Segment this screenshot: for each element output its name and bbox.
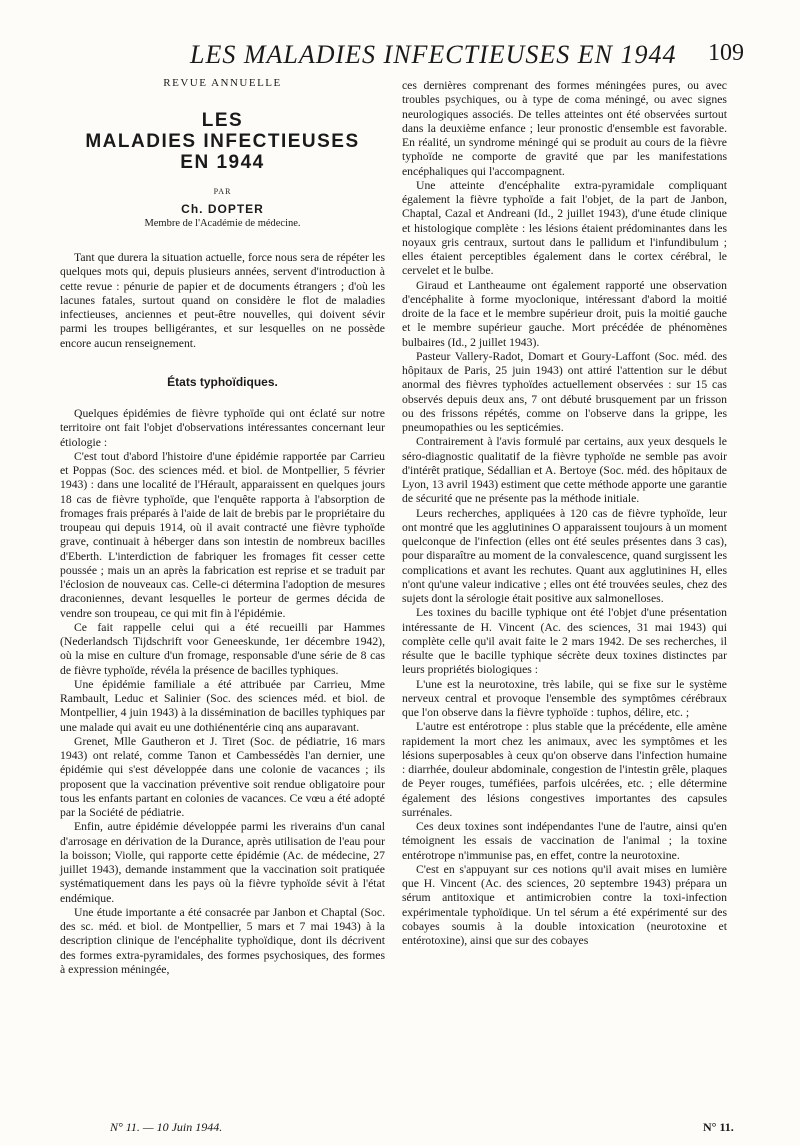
body-paragraph: L'une est la neurotoxine, très labile, qui se fixe sur le système nerveux central et provoque l'ensemble des symptômes cérébraux que l'on observe dans la fièvre typhoïde : tuphos, délire, etc. ; — [402, 677, 727, 719]
body-paragraph: Grenet, Mlle Gautheron et J. Tiret (Soc. de pédiatrie, 16 mars 1943) ont relaté, comme Tanon et Cambessédès l'an dernier, une épidémie qui s'est développée dans une colonie de vacances ; ils proposent que la vaccination préventive soit rendue obligatoire pour tous les enfants partant en colonies de vacances. Ce vœu a été adopté par la Société de pédiatrie. — [60, 734, 385, 819]
body-paragraph: Une étude importante a été consacrée par Janbon et Chaptal (Soc. des sc. méd. et biol. de Montpellier, 5 mars et 7 mai 1943) à la description clinique de l'encéphalite typhoïdique, dont ils décrivent des formes extra-pyramidales, des formes psychosiques, des formes à expression méningée, — [60, 905, 385, 976]
running-title: LES MALADIES INFECTIEUSES EN 1944 — [190, 40, 677, 69]
body-paragraph: Leurs recherches, appliquées à 120 cas de fièvre typhoïde, leur ont montré que les agglutinines O apparaissent toujours à un moment quelconque de l'infection (elles ont été seules présentes dans 3 cas), pour disparaître au moment de la convalescence, quand surgissent les complications et avant les rechutes. Quant aux agglutinines H, elles n'ont qu'une valeur indicative ; elles ont été trouvées seules, chez des sujets dont la sérologie était positive aux salmonelloses. — [402, 506, 727, 605]
body-paragraph: Giraud et Lantheaume ont également rapporté une observation d'encéphalite à forme myoclonique, intéressant d'abord la moitié droite de la face et le membre supérieur droit, puis la moitié gauche et le membre supérieur gauche. Mort précédée de phénomènes bulbaires (Id., 2 juillet 1943). — [402, 278, 727, 349]
body-paragraph: Une atteinte d'encéphalite extra-pyramidale compliquant également la fièvre typhoïde a fait l'objet, de la part de Janbon, Chaptal, Cazal et Andreani (Id., 2 juillet 1943), d'une étude clinique et histologique complète : les lésions étaient prédominantes dans les noyaux gris centraux, surtout dans le pallidum et l'infundibulum ; elles étaient perceptibles également dans le cortex cérébral, le cervelet et le bulbe. — [402, 178, 727, 278]
right-column — [402, 79, 727, 948]
title-line: MALADIES INFECTIEUSES — [85, 131, 360, 153]
author-name: Ch. DOPTER — [181, 201, 264, 216]
continued-paragraph: ces dernières comprenant des formes méningées pures, ou avec troubles psychiques, ou à type de coma méningé, ou avec signes neurologiques associés. De telles atteintes ont été observées surtout dans la deuxième enfance ; leur pronostic d'ensemble est favorable. En réalité, un syndrome méningé qui se produit au cours de la fièvre typhoïde ne comporte de gravité que par les manifestations encéphaliques qui l'accompagnent. — [402, 79, 727, 178]
article-title — [60, 110, 385, 173]
author-role: Membre de l'Académie de médecine. — [144, 217, 301, 229]
body-paragraph: Enfin, autre épidémie développée parmi les riverains d'un canal d'arrosage en dérivation de la Durance, après utilisation de l'eau pour la boisson; Violle, qui rapporte cette épidémie (Ac. de médecine, 27 juillet 1943), demande instamment que la vaccination soit pratiquée systématiquement dans les pays où la fièvre typhoïde sévit à l'état endémique. — [60, 820, 385, 905]
intro-paragraph: Tant que durera la situation actuelle, force nous sera de répéter les quelques mots qui, depuis plusieurs années, servent d'introduction à cette revue : pénurie de papier et de documents étrangers ; d'où les lacunes fatales, surtout quand on considère le flot de maladies infectieuses, anciennes et peut-être nouvelles, qui doivent sévir parmi les troupes belligérantes, et sur lesquelles on ne possède encore aucun renseignement. — [60, 251, 385, 350]
title-line: LES — [201, 110, 244, 132]
body-paragraph: Ce fait rappelle celui qui a été recueilli par Hammes (Nederlandsch Tijdschrift voor Geneeskunde, 1er décembre 1942), où la mise en culture d'un fromage, responsable d'une série de 8 cas de fièvre typhoïde, révéla la présence de bacilles typhiques. — [60, 620, 385, 677]
byline-par: PAR — [213, 187, 232, 197]
page-number: 109 — [708, 40, 744, 66]
body-paragraph: Pasteur Vallery-Radot, Domart et Goury-Laffont (Soc. méd. des hôpitaux de Paris, 25 juin 1943) ont attiré l'attention sur le début anormal des fièvres typhoïdes actuellement observées : sur 15 cas observés depuis deux ans, 7 ont débuté brusquement par un frisson ou des frissons répétés, comme on l'observe dans la grippe, les pneumopathies ou les septicémies. — [402, 349, 727, 434]
rubric: REVUE ANNUELLE — [163, 77, 282, 89]
title-line: EN 1944 — [180, 152, 265, 174]
body-paragraph: C'est en s'appuyant sur ces notions qu'il avait mises en lumière que H. Vincent (Ac. des sciences, 20 septembre 1943) prépara un sérum antitoxique et antimicrobien contre la toxi-infection expérimentale typhoïdique. Un tel sérum a été expérimenté sur des cobayes soumis à la double intoxication (neurotoxine et entérotoxine), ainsi que sur des cobayes — [402, 862, 727, 947]
body-paragraph: Les toxines du bacille typhique ont été l'objet d'une présentation intéressante de H. Vincent (Ac. des sciences, 31 mai 1943) qui complète celle qu'il avait faite le 2 mars 1942. De ses recherches, il résulte que le bacille typhique sécrète deux toxines distinctes par leurs propriétés biologiques : — [402, 606, 727, 677]
body-paragraph: Quelques épidémies de fièvre typhoïde qui ont éclaté sur notre territoire ont fait l'objet d'observations intéressantes concernant leur étiologie : — [60, 407, 385, 449]
left-column — [60, 76, 385, 977]
body-paragraph: Ces deux toxines sont indépendantes l'une de l'autre, ainsi qu'en témoignent les essais de vaccination de l'animal ; la toxine entérotrope n'immunise pas, en effet, contre la neurotoxine. — [402, 820, 727, 862]
body-paragraph: Une épidémie familiale a été attribuée par Carrieu, Mme Rambault, Leduc et Salinier (Soc. des sciences méd. et biol. de Montpellier, 4 juin 1943) à la dissémination de bacilles typhiques par une malade qui avait eu une dothiénentérie cinq ans auparavant. — [60, 677, 385, 734]
section-title: États typhoïdiques. — [167, 374, 278, 389]
issue-footer: N° 11. — 10 Juin 1944. — [110, 1120, 223, 1134]
issue-footer-short: N° 11. — [703, 1120, 734, 1134]
body-paragraph: C'est tout d'abord l'histoire d'une épidémie rapportée par Carrieu et Poppas (Soc. des sciences méd. et biol. de Montpellier, 5 février 1943) : dans une localité de l'Hérault, apparaissent en quelques jours 18 cas de fièvre typhoïde, que l'enquête rapporta à l'absorption de fromages frais préparés à l'aide de lait de brebis par le propriétaire du troupeau qui depuis 1914, où il avait contracté une fièvre typhoïde grave, continuait à héberger dans son intestin de nombreux bacilles d'Eberth. L'interdiction de fabriquer les fromages fit cesser cette poussée ; mais un an après la fabrication est reprise et se traduit par l'éclosion de nouveaux cas. Celle-ci détermina l'adoption de mesures draconiennes, devant lesquelles le porteur de germes décida de vendre son troupeau, ce qui mit fin à l'épidémie. — [60, 449, 385, 620]
body-paragraph: Contrairement à l'avis formulé par certains, aux yeux desquels le séro-diagnostic qualitatif de la fièvre typhoïde ne semble pas avoir d'intérêt pratique, Sédallian et A. Bertoye (Soc. méd. des hôpitaux de Lyon, 13 avril 1943) estiment que cette méthode apporte une garantie de sécurité que ne présente pas la méthode initiale. — [402, 435, 727, 506]
body-paragraph: L'autre est entérotrope : plus stable que la précédente, elle amène rapidement la mort chez les animaux, avec les symptômes et les lésions superposables à ceux qu'on observe dans l'infection humaine : diarrhée, douleur abdominale, congestion de l'intestin grêle, plaques de Peyer rouges, tuméfiées, parfois ulcérées, etc. ; elle détermine également des lésions congestives importantes des capsules surrénales. — [402, 720, 727, 819]
